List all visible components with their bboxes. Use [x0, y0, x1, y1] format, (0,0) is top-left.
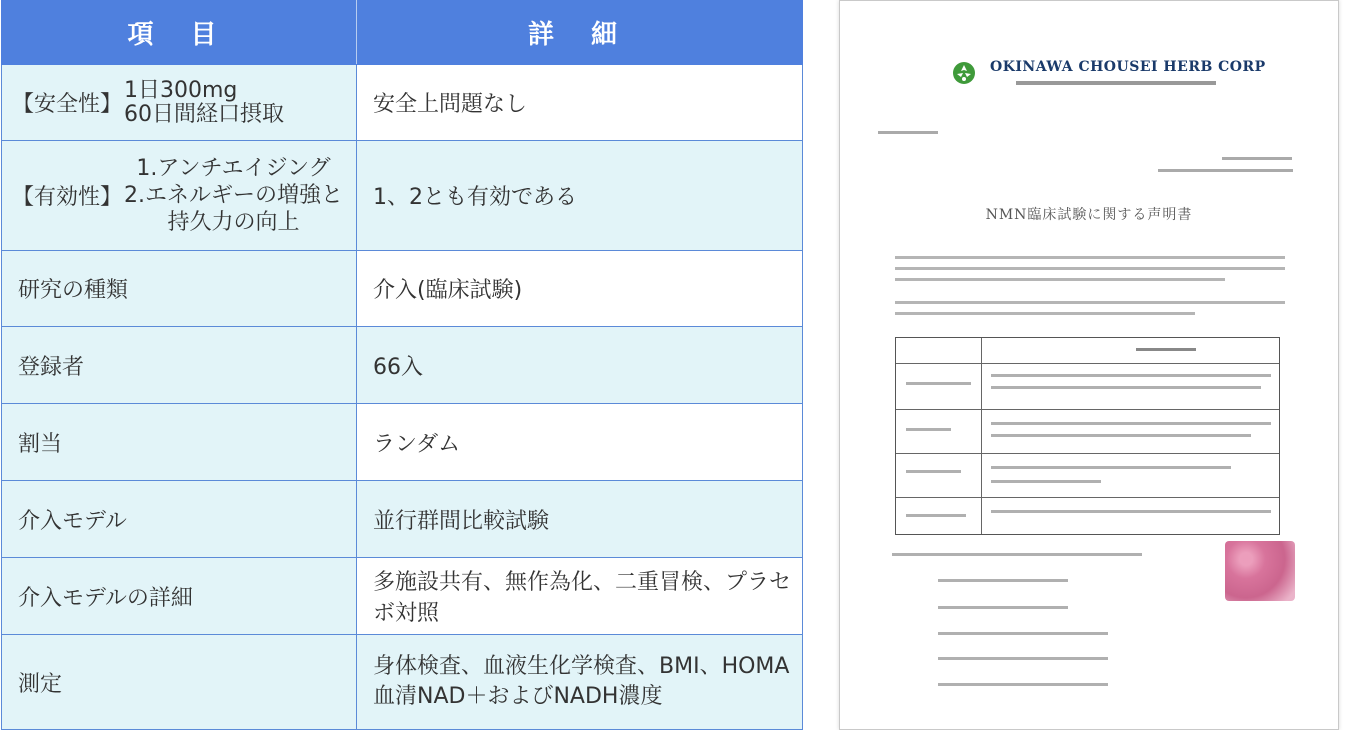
row-value-efficacy: 1、2とも有効である [357, 141, 803, 251]
row-value-enrolled: 66入 [357, 327, 803, 404]
list-line [938, 579, 1068, 582]
evaluation-items-table [895, 337, 1280, 535]
recipient-line [878, 131, 938, 134]
table-row [2, 251, 803, 327]
row-label-model: 介入モデル [2, 481, 357, 558]
safety-duration: 60日間経口摂取 [124, 101, 285, 127]
clinical-trial-statement-document [839, 0, 1339, 730]
company-address [1016, 81, 1216, 85]
row-value-study-type: 介入(臨床試験) [357, 251, 803, 327]
row-label-model-detail: 介入モデルの詳細 [2, 558, 357, 635]
table-row [2, 327, 803, 404]
row-label-allocation: 割当 [2, 404, 357, 481]
study-summary-table [1, 0, 803, 730]
list-line [938, 632, 1108, 635]
body-text-line [895, 256, 1285, 259]
row-label-safety [2, 65, 357, 141]
header-item: 項 目 [2, 1, 357, 65]
row-value-model: 並行群間比較試験 [357, 481, 803, 558]
company-logo-icon [952, 61, 976, 85]
company-seal-stamp [1225, 541, 1295, 601]
efficacy-item-2: 2.エネルギーの増強と [124, 183, 344, 208]
table-row [2, 558, 803, 635]
row-value-measurement [357, 635, 803, 730]
body-text-line [895, 301, 1285, 304]
efficacy-item-1: 1.アンチエイジング [136, 156, 331, 181]
body-text-line [895, 267, 1285, 270]
header-detail: 詳 細 [357, 1, 803, 65]
document-title: NMN臨床試験に関する声明書 [985, 207, 1193, 223]
row-value-safety: 安全上問題なし [357, 65, 803, 141]
row-label-enrolled: 登録者 [2, 327, 357, 404]
body-text-line [895, 312, 1195, 315]
table-row [2, 141, 803, 251]
row-value-model-detail: 多施設共有、無作為化、二重冒検、プラセボ対照 [357, 558, 803, 635]
table-row [2, 404, 803, 481]
efficacy-item-2-cont: 持久力の向上 [167, 210, 300, 235]
table-header-row [2, 1, 803, 65]
date-line [1222, 157, 1292, 160]
issuer-line [1158, 169, 1293, 172]
note-line [892, 553, 1142, 556]
list-line [938, 606, 1068, 609]
table-row [2, 481, 803, 558]
row-label-study-type: 研究の種類 [2, 251, 357, 327]
table-row [2, 635, 803, 730]
measurement-line-2: 血清NAD＋およびNADH濃度 [373, 684, 663, 709]
row-value-allocation: ランダム [357, 404, 803, 481]
safety-tag: 【安全性】 [12, 92, 123, 117]
company-name: OKINAWA CHOUSEI HERB CORP [990, 59, 1266, 75]
list-line [938, 683, 1108, 686]
measurement-line-1: 身体検査、血液生化学検査、BMI、HOMA [373, 654, 790, 679]
table-row [2, 65, 803, 141]
list-line [938, 657, 1108, 660]
safety-dose: 1日300mg [124, 77, 238, 103]
row-label-efficacy [2, 141, 357, 251]
body-text-line [895, 278, 1225, 281]
row-label-measurement: 測定 [2, 635, 357, 730]
efficacy-tag: 【有効性】 [12, 185, 123, 210]
